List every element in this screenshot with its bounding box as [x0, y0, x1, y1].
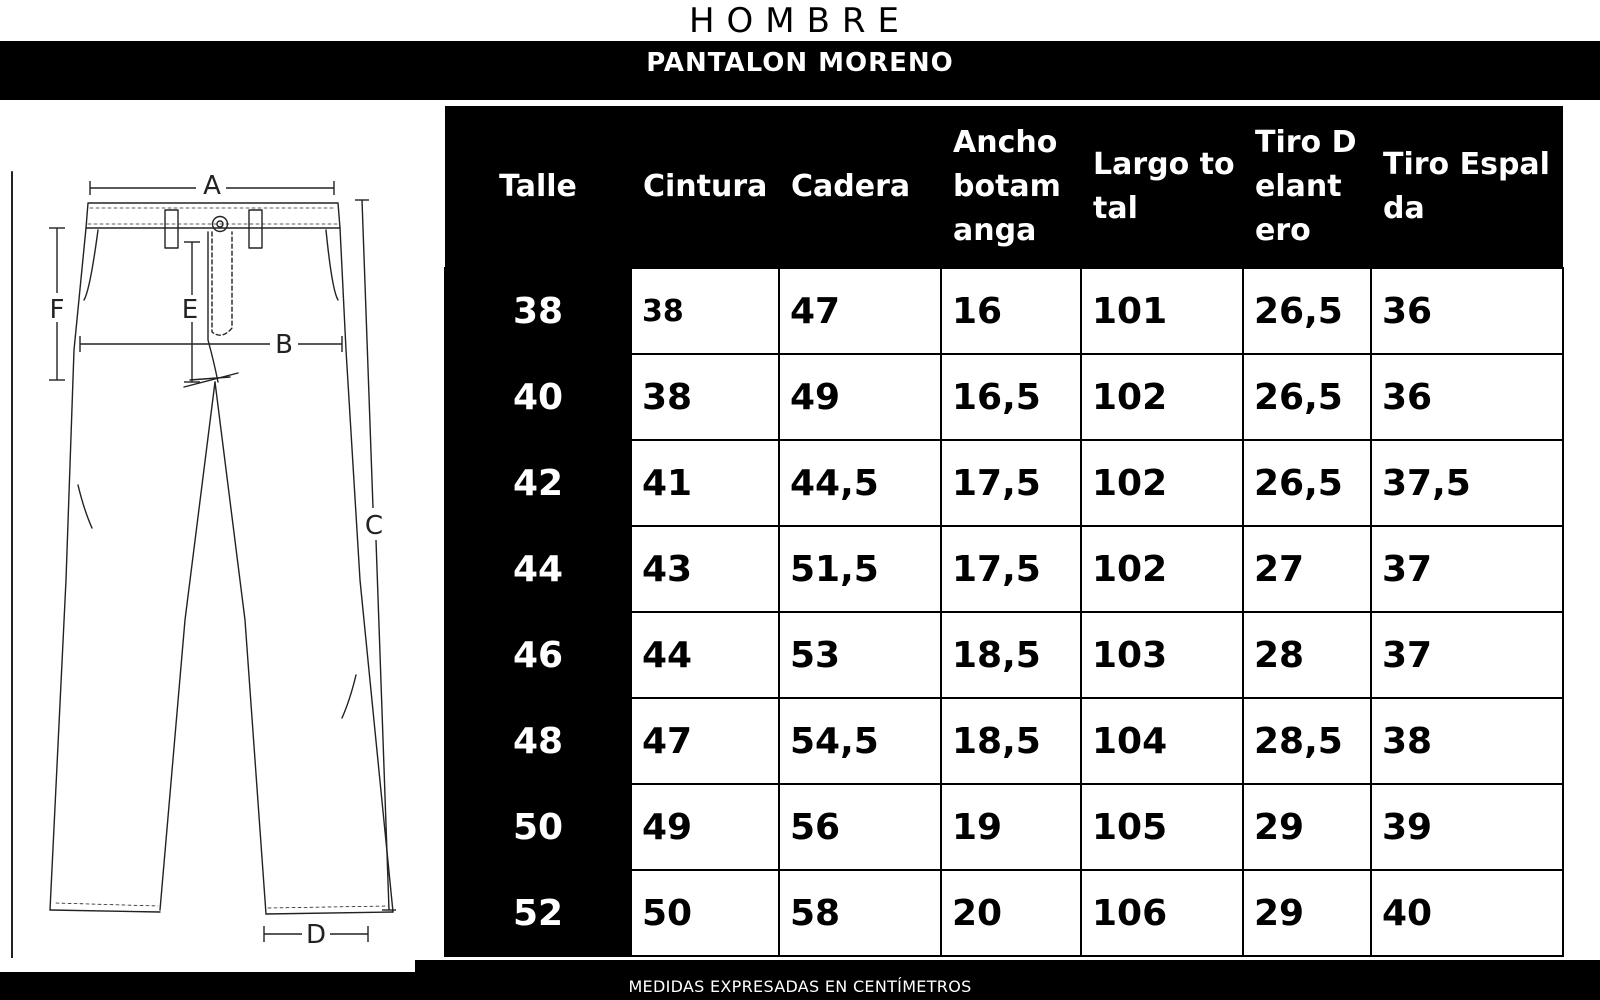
table-cell: 47	[779, 268, 941, 354]
table-cell: 28,5	[1243, 698, 1371, 784]
table-cell: 43	[631, 526, 779, 612]
header-largo-total: Largo total	[1081, 106, 1243, 268]
table-cell: 41	[631, 440, 779, 526]
table-cell: 20	[941, 870, 1081, 956]
table-cell: 50	[631, 870, 779, 956]
table-cell: 105	[1081, 784, 1243, 870]
header-cadera: Cadera	[779, 106, 941, 268]
table-cell: 44,5	[779, 440, 941, 526]
size-chart-table	[444, 106, 1564, 957]
table-cell: 51,5	[779, 526, 941, 612]
header-cintura: Cintura	[631, 106, 779, 268]
table-row	[445, 784, 1563, 870]
product-name-bar: PANTALON MORENO	[0, 41, 1600, 100]
table-cell: 36	[1371, 354, 1563, 440]
table-cell: 17,5	[941, 440, 1081, 526]
table-cell: 53	[779, 612, 941, 698]
table-cell: 16,5	[941, 354, 1081, 440]
table-cell: 38	[631, 268, 779, 354]
label-e: E	[181, 295, 199, 325]
table-cell: 37	[1371, 526, 1563, 612]
table-cell: 40	[1371, 870, 1563, 956]
label-f: F	[49, 295, 65, 325]
table-cell: 56	[779, 784, 941, 870]
size-cell: 40	[445, 354, 631, 440]
table-cell: 16	[941, 268, 1081, 354]
header-tiro-espalda: Tiro Espalda	[1371, 106, 1563, 268]
size-cell: 50	[445, 784, 631, 870]
table-row	[445, 870, 1563, 956]
pants-measurement-diagram	[0, 100, 430, 960]
size-cell: 52	[445, 870, 631, 956]
table-cell: 38	[1371, 698, 1563, 784]
table-cell: 29	[1243, 870, 1371, 956]
table-cell: 49	[779, 354, 941, 440]
label-c: C	[364, 511, 384, 541]
table-cell: 102	[1081, 354, 1243, 440]
size-cell: 44	[445, 526, 631, 612]
table-row	[445, 698, 1563, 784]
table-cell: 29	[1243, 784, 1371, 870]
table-row	[445, 268, 1563, 354]
label-b: B	[275, 330, 293, 360]
table-cell: 103	[1081, 612, 1243, 698]
table-cell: 49	[631, 784, 779, 870]
table-cell: 26,5	[1243, 440, 1371, 526]
table-cell: 39	[1371, 784, 1563, 870]
table-cell: 54,5	[779, 698, 941, 784]
table-cell: 38	[631, 354, 779, 440]
table-cell: 47	[631, 698, 779, 784]
table-cell: 18,5	[941, 698, 1081, 784]
table-cell: 17,5	[941, 526, 1081, 612]
table-row	[445, 526, 1563, 612]
table-cell: 27	[1243, 526, 1371, 612]
size-cell: 42	[445, 440, 631, 526]
table-cell: 26,5	[1243, 354, 1371, 440]
table-cell: 102	[1081, 440, 1243, 526]
table-header-row	[445, 106, 1563, 268]
table-cell: 102	[1081, 526, 1243, 612]
table-cell: 37	[1371, 612, 1563, 698]
table-cell: 44	[631, 612, 779, 698]
table-row	[445, 440, 1563, 526]
table-cell: 106	[1081, 870, 1243, 956]
table-row	[445, 354, 1563, 440]
table-cell: 26,5	[1243, 268, 1371, 354]
table-row	[445, 612, 1563, 698]
header-ancho-botamanga: Ancho botam anga	[941, 106, 1081, 268]
table-cell: 104	[1081, 698, 1243, 784]
size-cell: 46	[445, 612, 631, 698]
table-cell: 58	[779, 870, 941, 956]
page-title: HOMBRE	[688, 1, 912, 41]
label-a: A	[203, 171, 221, 201]
header-talle: Talle	[445, 106, 631, 268]
footer-note: MEDIDAS EXPRESADAS EN CENTÍMETROS	[628, 977, 972, 996]
size-cell: 38	[445, 268, 631, 354]
size-cell: 48	[445, 698, 631, 784]
label-d: D	[305, 920, 327, 950]
header-tiro-delantero: Tiro Delant ero	[1243, 106, 1371, 268]
table-cell: 18,5	[941, 612, 1081, 698]
table-cell: 37,5	[1371, 440, 1563, 526]
table-cell: 36	[1371, 268, 1563, 354]
footer-corner	[0, 958, 415, 972]
table-cell: 101	[1081, 268, 1243, 354]
table-cell: 19	[941, 784, 1081, 870]
table-cell: 28	[1243, 612, 1371, 698]
